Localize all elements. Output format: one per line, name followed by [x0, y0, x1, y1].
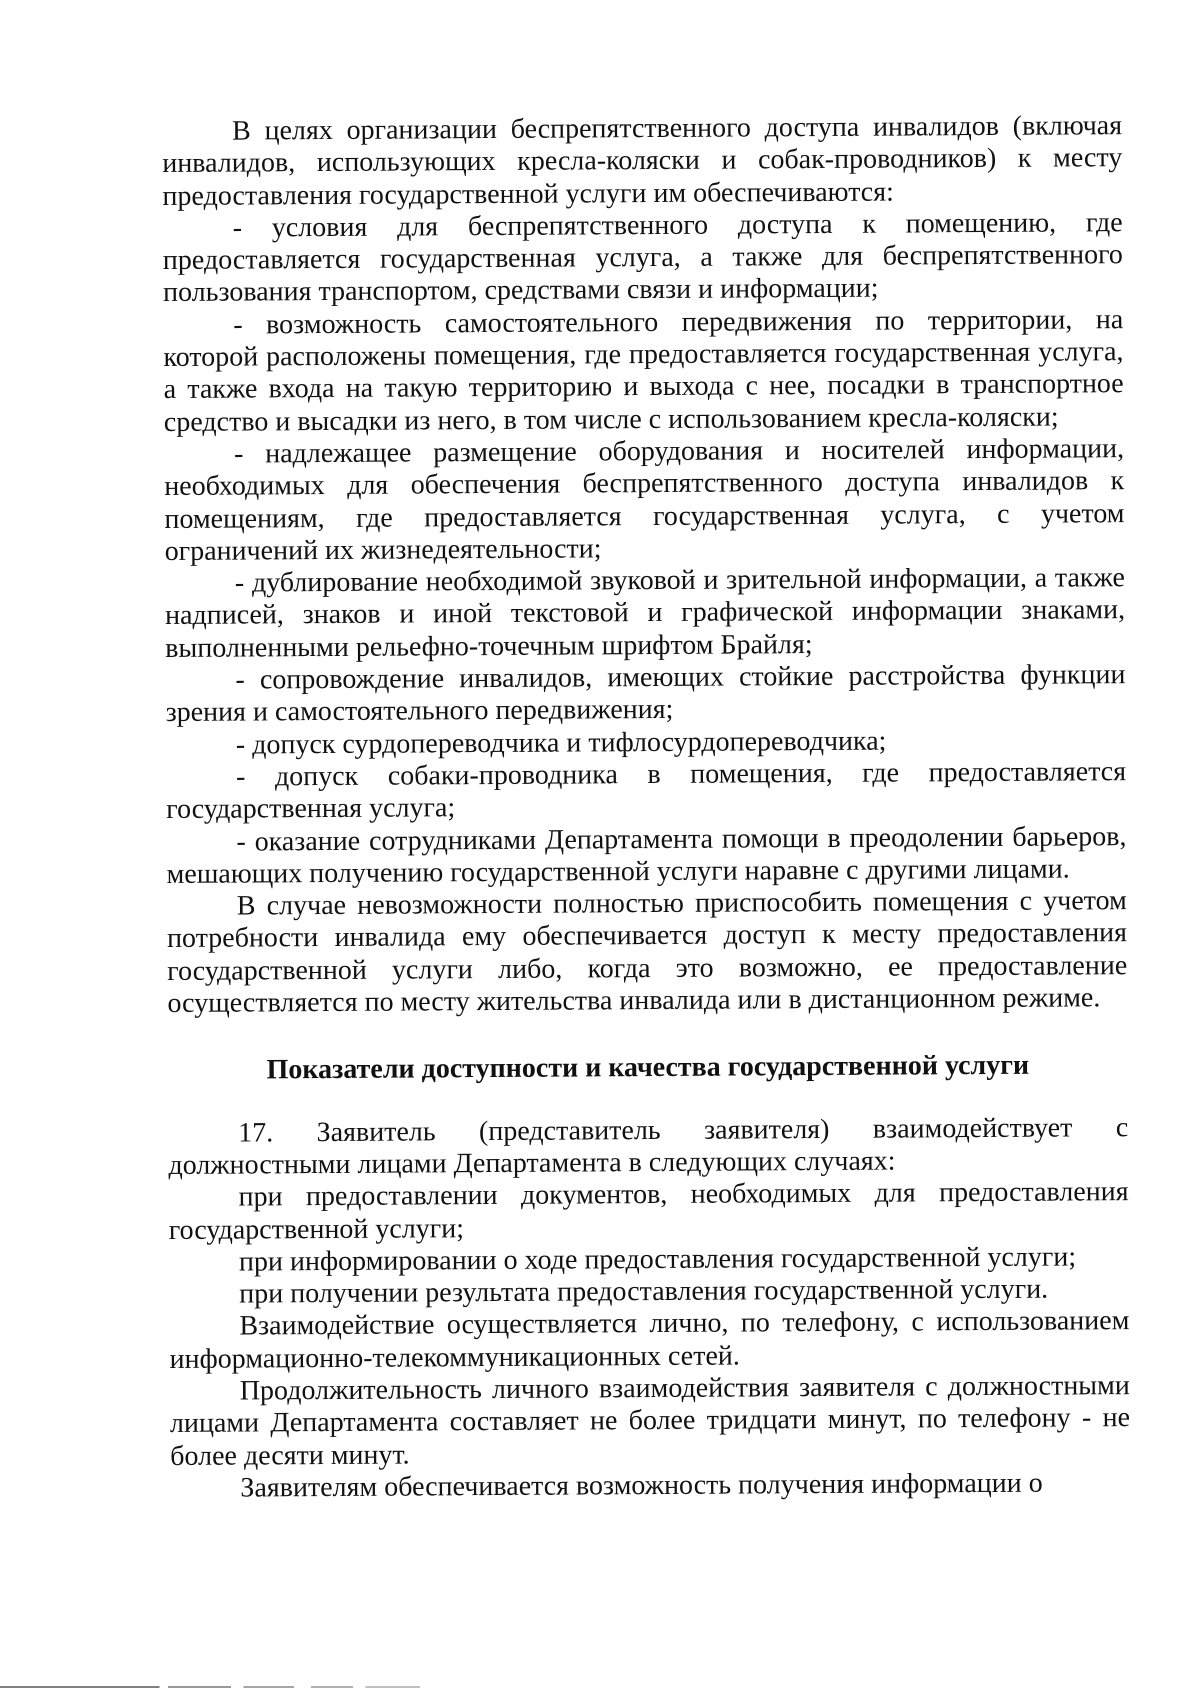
document-body [162, 110, 1130, 1505]
paragraph-equipment-placement: - надлежащее размещение оборудования и носителей информации, необходимых для обеспечения беспрепятственного доступа инвалидов к помещениям, где предоставляется государственная услуга, с учетом ограничений их жизнедеятельности; [164, 433, 1125, 567]
paragraph-interaction-duration: Продолжительность личного взаимодействия заявителя с должностными лицами Департамента составляет не более тридцати минут, по телефону - не более десяти минут. [169, 1370, 1131, 1472]
scan-edge-line [0, 1686, 420, 1688]
paragraph-sign-interpreter: - допуск сурдопереводчика и тифлосурдопереводчика; [235, 725, 887, 761]
paragraph-staff-assistance: - оказание сотрудниками Департамента помощи в преодолении барьеров, мешающих получению государственной услуги наравне с другими лицами. [166, 820, 1127, 890]
paragraph-information-access: Заявителям обеспечивается возможность получения информации о [240, 1467, 1043, 1504]
paragraph-document-submission: при предоставлении документов, необходимых для предоставления государственной услуги; [168, 1176, 1129, 1246]
paragraph-access-intro: В целях организации беспрепятственного доступа инвалидов (включая инвалидов, использующих кресла-коляски и собак-проводников) к месту предоставления государственной услуги им обеспечиваются: [162, 110, 1123, 212]
paragraph-result-receipt: при получении результата предоставления государственной услуги. [239, 1273, 1049, 1310]
paragraph-item-17: 17. Заявитель (представитель заявителя) взаимодействует с должностными лицами Департамента в следующих случаях: [168, 1111, 1129, 1181]
paragraph-escort: - сопровождение инвалидов, имеющих стойкие расстройства функции зрения и самостоятельного передвижения; [165, 659, 1126, 729]
paragraph-progress-info: при информировании о ходе предоставления государственной услуги; [238, 1241, 1077, 1278]
section-heading: Показатели доступности и качества государственной услуги [266, 1050, 1030, 1086]
paragraph-interaction-methods: Взаимодействие осуществляется лично, по телефону, с использованием информационно-телекоммуникационных сетей. [169, 1305, 1130, 1375]
paragraph-premises-access: - условия для беспрепятственного доступа к помещению, где предоставляется государственная услуга, а также для беспрепятственного пользования транспортом, средствами связи и информации; [162, 207, 1123, 309]
paragraph-guide-dog: - допуск собаки-проводника в помещения, где предоставляется государственная услуга; [166, 756, 1127, 826]
paragraph-territory-movement: - возможность самостоятельного передвижения по территории, на которой расположены помещения, где предоставляется государственная услуга, а также входа на такую территорию и выхода с нее, посадки в транспортное средство и высадки из него, в том числе с использованием кресла-коляски; [163, 303, 1124, 438]
paragraph-braille-duplication: - дублирование необходимой звуковой и зрительной информации, а также надписей, знаков и иной текстовой и графической информации знаками, выполненными рельефно-точечным шрифтом Брайля; [164, 562, 1126, 664]
paragraph-remote-service: В случае невозможности полностью приспособить помещения с учетом потребности инвалида ему обеспечивается доступ к месту предоставления государственной услуги либо, когда это возможно, ее предоставление осуществляется по месту жительства инвалида или в дистанционном режиме. [166, 885, 1128, 1019]
